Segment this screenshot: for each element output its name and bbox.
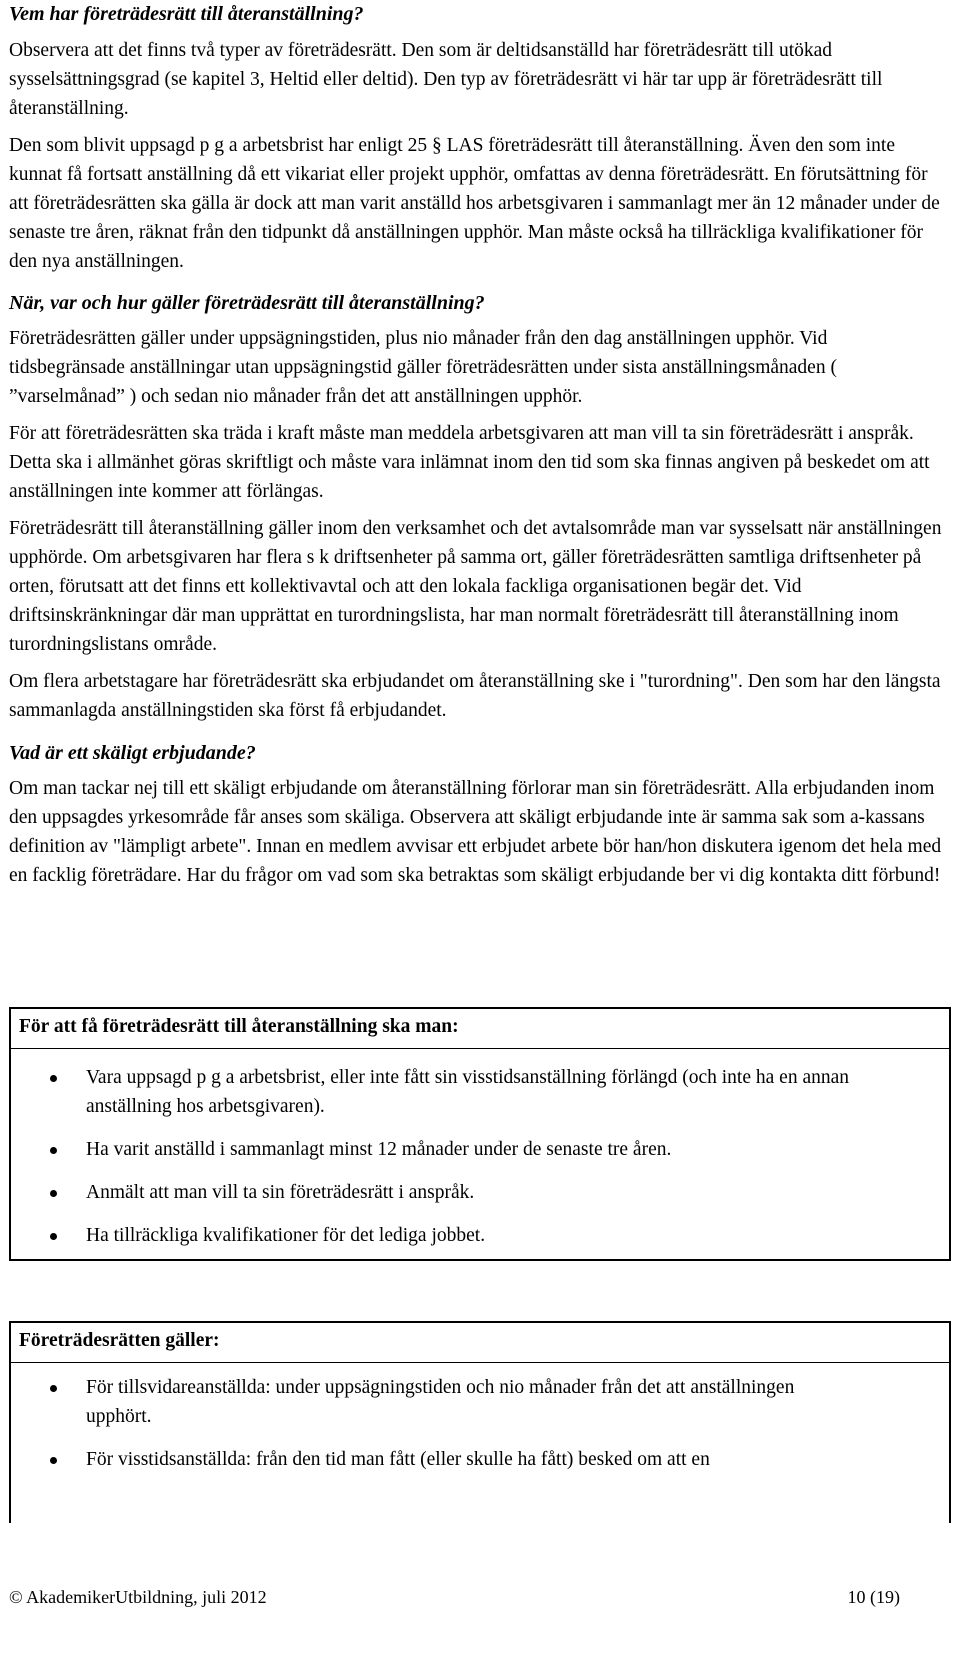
footer-copyright: © AkademikerUtbildning, juli 2012 — [9, 1587, 267, 1607]
paragraph-meddela-arbetsgivaren: För att företrädesrätten ska träda i kraft måste man meddela arbetsgivaren att man vill ta sin företrädesrätt i anspråk. Detta ska i allmänhet göras skriftligt och måste vara inlämnat inom den tid som ska finnas angiven på beskedet om att anställningen inte kommer att förlängas. — [9, 423, 930, 502]
list-item: Ha varit anställd i sammanlagt minst 12 månader under de senaste tre åren. — [11, 1135, 949, 1164]
list-item: Ha tillräckliga kvalifikationer för det lediga jobbet. — [11, 1221, 949, 1250]
list-item: För visstidsanställda: från den tid man fått (eller skulle ha fått) besked om att en — [11, 1445, 949, 1474]
paragraph-verksamhet: Företrädesrätt till återanställning gäller inom den verksamhet och det avtalsområde man var sysselsatt när anställningen upphörde. Om arbetsgivaren har flera s k driftsenheter på samma ort, gäller företrädesrätten samtliga driftsenheter på orten, förutsatt att det finns ett kollektivavtal och att den lokala fackliga organisationen begär det. Vid driftsinskränkningar där man upprättat en turordningslista, har man normalt företrädesrätt till återanställning inom turordningslistans område. — [9, 518, 942, 655]
paragraph-skaligt: Om man tackar nej till ett skäligt erbjudande om återanställning förlorar man sin företrädesrätt. Alla erbjudanden inom den uppsagdes yrkesområde får anses som skäliga. Observera att skäligt erbjudande inte är samma sak som a-kassans definition av "lämpligt arbete". Innan en medlem avvisar ett erbjudet arbete bör han/hon diskutera igenom det hela med en facklig företrädare. Har du frågor om vad som ska betraktas som skäligt erbjudande ber vi dig kontakta ditt förbund! — [9, 778, 942, 886]
box-galler-heading: Företrädesrätten gäller: — [11, 1323, 949, 1363]
bullet-icon — [50, 1385, 57, 1392]
paragraph-typer: Observera att det finns två typer av företrädesrätt. Den som är deltidsanställd har företrädesrätt till utökad sysselsättningsgrad (se kapitel 3, Heltid eller deltid). Den typ av företrädesrätt vi här tar upp är företrädesrätt till återanställning. — [9, 40, 883, 119]
villkor-list — [11, 1063, 949, 1250]
footer-page-number: 10 (19) — [847, 1587, 900, 1607]
paragraph-uppsagd: Den som blivit uppsagd p g a arbetsbrist har enligt 25 § LAS företrädesrätt till återanställning. Även den som inte kunnat få fortsatt anställning då ett vikariat eller projekt upphör, omfattas av denna företrädesrätt. En förutsättning för att företrädesrätten ska gälla är dock att man varit anställd hos arbetsgivaren i sammanlagt mer än 12 månader under de senaste tre åren, räknat från den tidpunkt då anställningen upphör. Man måste också ha tillräckliga kvalifikationer för den nya anställningen. — [9, 135, 940, 272]
box-villkor-heading: För att få företrädesrätt till återanställning ska man: — [11, 1009, 949, 1049]
section-foretradesratt — [9, 0, 947, 890]
heading-vem-har-foretradesratt: Vem har företrädesrätt till återanställning? — [9, 3, 364, 25]
list-item: Anmält att man vill ta sin företrädesrätt i anspråk. — [11, 1178, 949, 1207]
paragraph-turordning: Om flera arbetstagare har företrädesrätt ska erbjudandet om återanställning ske i "turordning". Den som har den längsta sammanlagda anställningstiden ska först få erbjudandet. — [9, 671, 941, 721]
bullet-icon — [50, 1190, 57, 1197]
list-item: Vara uppsagd p g a arbetsbrist, eller inte fått sin visstidsanställning förlängd (och inte ha en annan anställning hos arbetsgivaren). — [11, 1063, 876, 1121]
box-villkor — [9, 1007, 951, 1261]
heading-nar-var-hur: När, var och hur gäller företrädesrätt till återanställning? — [9, 292, 485, 314]
galler-list — [11, 1373, 949, 1474]
heading-skaligt-erbjudande: Vad är ett skäligt erbjudande? — [9, 742, 256, 764]
bullet-icon — [50, 1457, 57, 1464]
list-item: För tillsvidareanställda: under uppsägningstiden och nio månader från det att anställningen upphört. — [11, 1373, 846, 1431]
bullet-icon — [50, 1075, 57, 1082]
bullet-icon — [50, 1147, 57, 1154]
bullet-icon — [50, 1233, 57, 1240]
box-galler — [9, 1321, 951, 1523]
paragraph-uppsagningstiden: Företrädesrätten gäller under uppsägningstiden, plus nio månader från den dag anställningen upphör. Vid tidsbegränsade anställningar utan uppsägningstid gäller företrädesrätten under sista anställningsmånaden ( ”varselmånad” ) och sedan nio månader från det att anställningen upphör. — [9, 328, 837, 407]
